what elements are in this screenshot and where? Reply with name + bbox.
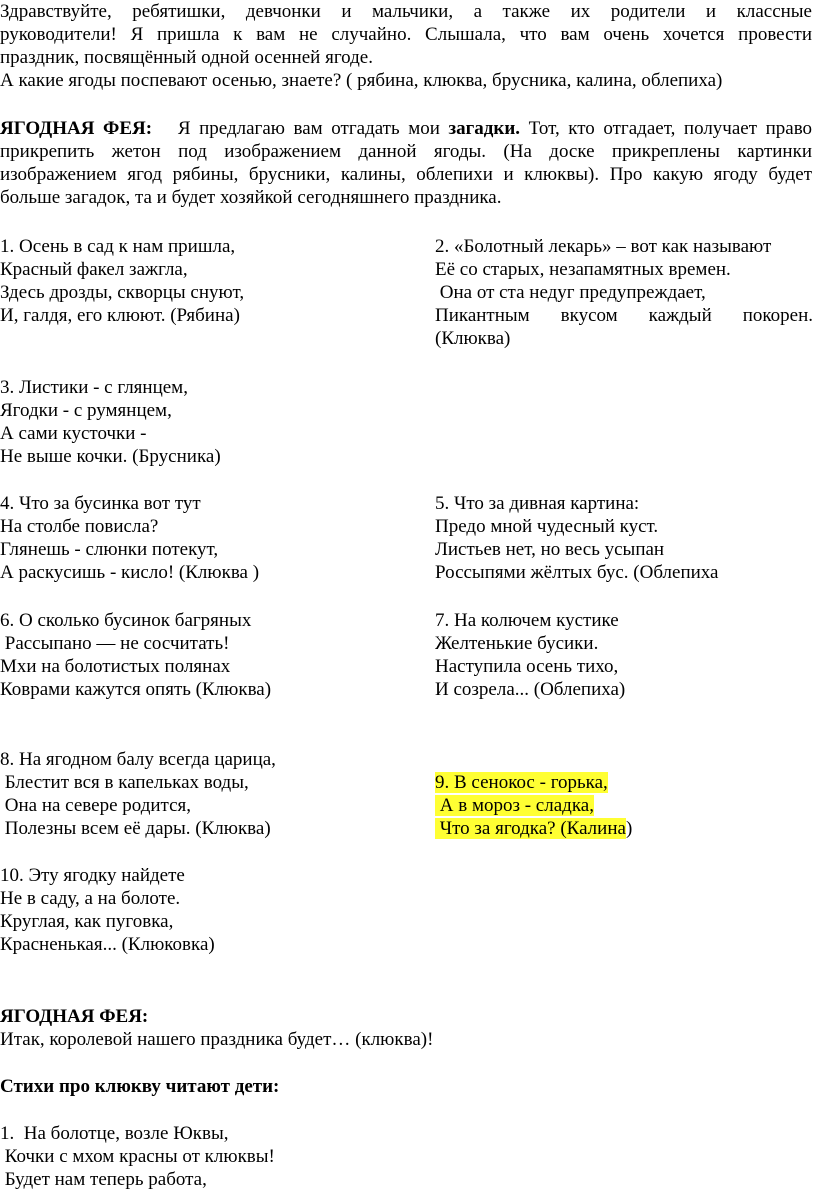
riddle-line: Рассыпано — не сосчитать! bbox=[0, 633, 230, 654]
riddle-line: Красненькая... (Клюковка) bbox=[0, 934, 215, 955]
riddle-line: Наступила осень тихо, bbox=[435, 656, 619, 677]
riddle-line: А сами кусточки - bbox=[0, 423, 147, 444]
riddle-4 bbox=[0, 492, 420, 584]
riddle-line: А раскусишь - кисло! (Клюква ) bbox=[0, 562, 260, 583]
riddle-line: 8. На ягодном балу всегда царица, bbox=[0, 749, 276, 770]
poems-section bbox=[0, 1075, 812, 1098]
riddle-line: Здесь дрозды, скворцы снуют, bbox=[0, 282, 245, 303]
intro-line: руководители! Я пришла к вам не случайно. Слышала, что вам очень хочется провести bbox=[0, 24, 812, 45]
fairy-line: изображением ягод рябины, брусники, калины, облепихи и клюквы). Про какую ягоду будет bbox=[0, 164, 812, 185]
highlighted-text: 9. В сенокос - горька, bbox=[435, 772, 608, 793]
riddle-7 bbox=[435, 609, 813, 701]
fairy-paragraph bbox=[0, 117, 812, 209]
poem-1 bbox=[0, 1122, 812, 1191]
riddle-line: 4. Что за бусинка вот тут bbox=[0, 493, 201, 514]
conclusion-text: Итак, королевой нашего праздника будет… (клюква)! bbox=[0, 1029, 434, 1050]
riddle-line: На столбе повисла? bbox=[0, 516, 159, 537]
intro-line: праздник, посвящённый одной осенней ягоде. bbox=[0, 47, 373, 68]
fairy-text: Тот, кто отгадает, получает право bbox=[528, 118, 813, 139]
riddle-line: 7. На колючем кустике bbox=[435, 610, 619, 631]
riddle-line: Пикантным вкусом каждый покорен. bbox=[435, 305, 813, 326]
riddle-line: Не в саду, а на болоте. bbox=[0, 888, 181, 909]
poems-heading-text: Стихи про клюкву читают дети: bbox=[0, 1076, 280, 1097]
riddle-line: Россыпями жёлтых бус. (Облепиха bbox=[435, 562, 719, 583]
riddle-6 bbox=[0, 609, 420, 701]
fairy-line: прикрепить жетон под изображением данной ягоды. (На доске прикреплены картинки bbox=[0, 141, 812, 162]
riddle-line: Желтенькие бусики. bbox=[435, 633, 599, 654]
riddle-line: И, галдя, его клюют. (Рябина) bbox=[0, 305, 240, 326]
bold-word: загадки. bbox=[448, 118, 521, 139]
intro-question: А какие ягоды поспевают осенью, знаете? ( рябина, клюква, брусника, калина, облепиха) bbox=[0, 70, 723, 91]
highlighted-text: А в мороз - сладка, bbox=[435, 795, 594, 816]
fairy-line bbox=[0, 117, 812, 140]
riddle-8 bbox=[0, 748, 420, 840]
intro-paragraph bbox=[0, 0, 812, 92]
riddle-line bbox=[435, 771, 813, 794]
riddle-2 bbox=[435, 235, 813, 350]
riddle-line: Полезны всем её дары. (Клюква) bbox=[0, 818, 271, 839]
riddle-line: Круглая, как пуговка, bbox=[0, 911, 174, 932]
riddle-line: (Клюква) bbox=[435, 328, 511, 349]
riddle-line: Её со старых, незапамятных времен. bbox=[435, 259, 731, 280]
riddle-3 bbox=[0, 376, 420, 468]
speaker-label: ЯГОДНАЯ ФЕЯ: bbox=[0, 118, 153, 139]
riddle-line bbox=[435, 794, 813, 817]
riddle-line: 2. «Болотный лекарь» – вот как называют bbox=[435, 236, 772, 257]
riddle-line: Глянешь - слюнки потекут, bbox=[0, 539, 219, 560]
closing-paren: ) bbox=[625, 818, 633, 839]
riddle-5 bbox=[435, 492, 813, 584]
poem-line: Будет нам теперь работа, bbox=[0, 1169, 207, 1190]
riddle-line: Ягодки - с румянцем, bbox=[0, 400, 172, 421]
poems-heading bbox=[0, 1075, 812, 1098]
riddle-line: 5. Что за дивная картина: bbox=[435, 493, 640, 514]
riddle-1 bbox=[0, 235, 420, 327]
riddle-line: Она на севере родится, bbox=[0, 795, 191, 816]
riddle-line bbox=[435, 817, 813, 840]
riddle-line: Она от ста недуг предупреждает, bbox=[435, 282, 706, 303]
riddle-line: Мхи на болотистых полянах bbox=[0, 656, 231, 677]
riddle-line: Не выше кочки. (Брусника) bbox=[0, 446, 221, 467]
fairy-conclusion bbox=[0, 1005, 812, 1051]
poem-line: 1. На болотце, возле Юквы, bbox=[0, 1123, 229, 1144]
riddle-line: Предо мной чудесный куст. bbox=[435, 516, 659, 537]
fairy-text: Я предлагаю вам отгадать мои bbox=[177, 118, 440, 139]
speaker-label bbox=[0, 1005, 812, 1028]
speaker-label-text: ЯГОДНАЯ ФЕЯ: bbox=[0, 1006, 149, 1027]
riddle-line: 10. Эту ягодку найдете bbox=[0, 865, 185, 886]
intro-line: Здравствуйте, ребятишки, девчонки и мальчики, а также их родители и классные bbox=[0, 1, 812, 22]
riddle-10 bbox=[0, 864, 420, 956]
riddle-line: Коврами кажутся опять (Клюква) bbox=[0, 679, 272, 700]
riddle-line: 6. О сколько бусинок багряных bbox=[0, 610, 252, 631]
riddle-line: Блестит вся в капельках воды, bbox=[0, 772, 249, 793]
riddle-line: 1. Осень в сад к нам пришла, bbox=[0, 236, 236, 257]
riddle-9 bbox=[435, 771, 813, 840]
highlighted-text: Что за ягодка? (Калина bbox=[435, 818, 626, 839]
riddle-line: Красный факел зажгла, bbox=[0, 259, 188, 280]
poem-line: Кочки с мхом красны от клюквы! bbox=[0, 1146, 275, 1167]
riddle-line: И созрела... (Облепиха) bbox=[435, 679, 626, 700]
riddle-line: Листьев нет, но весь усыпан bbox=[435, 539, 665, 560]
riddle-line: 3. Листики - с глянцем, bbox=[0, 377, 188, 398]
fairy-line: больше загадок, та и будет хозяйкой сегодняшнего праздника. bbox=[0, 187, 502, 208]
